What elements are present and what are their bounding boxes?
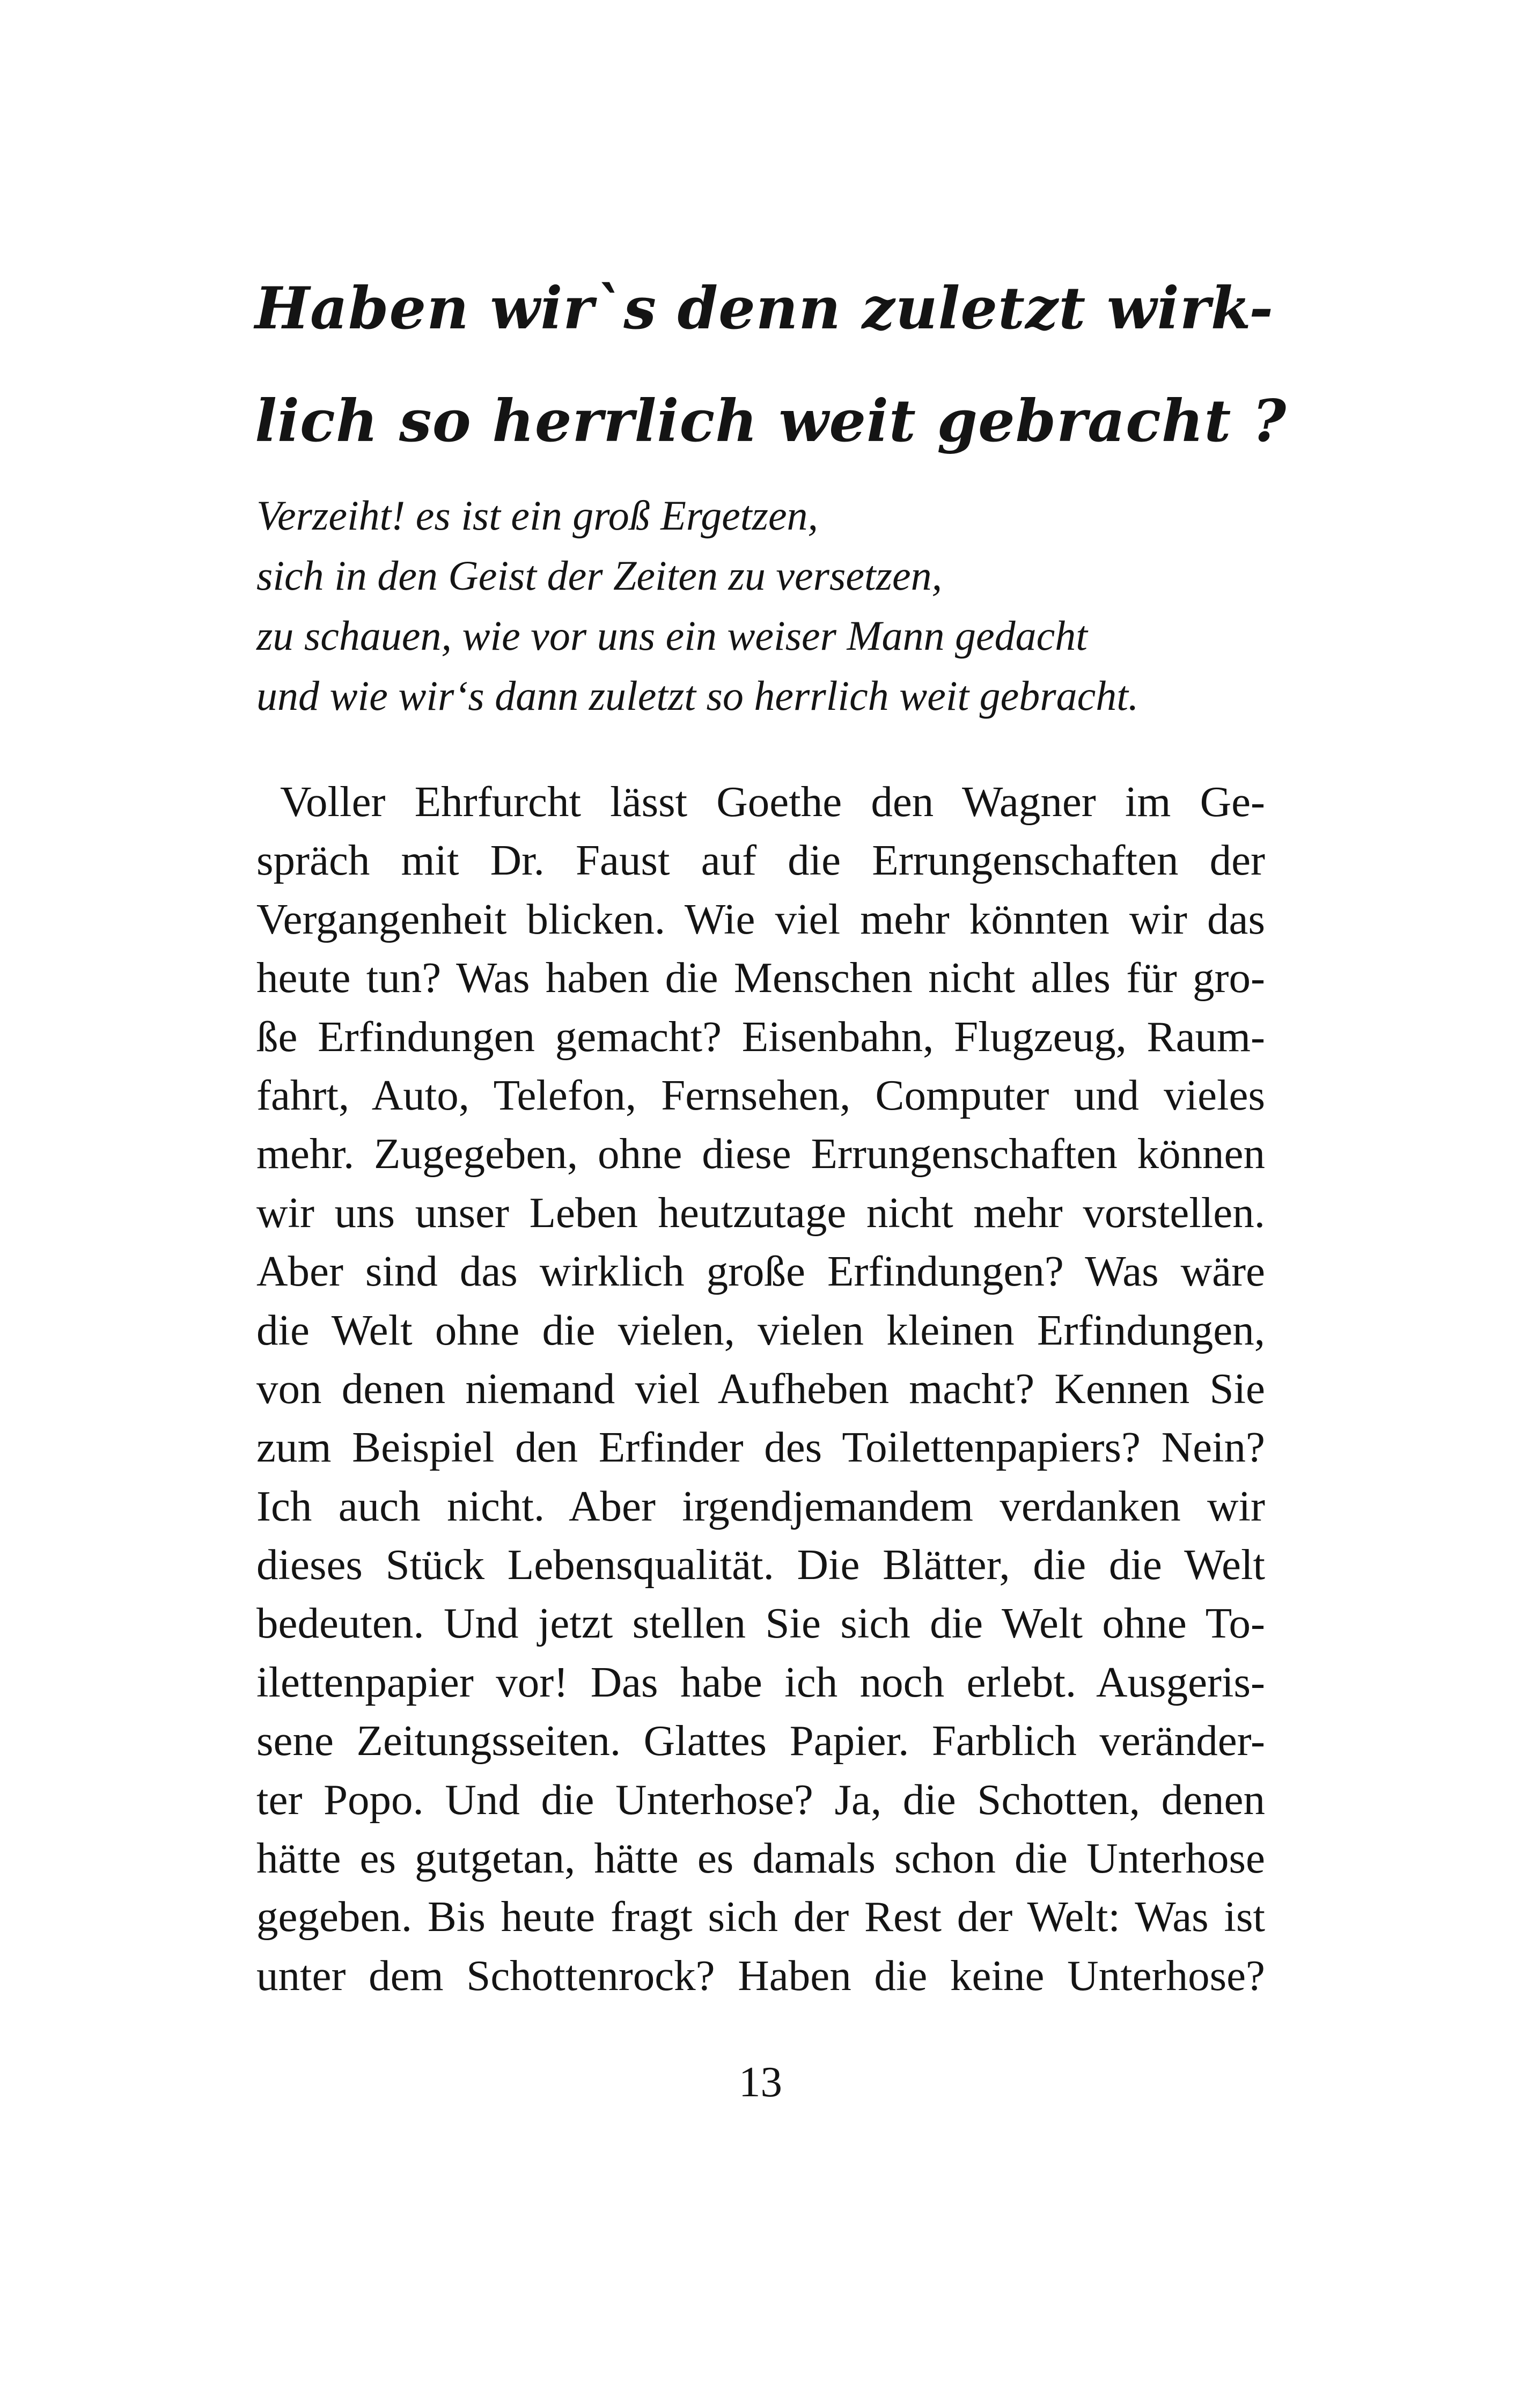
body-paragraph	[256, 773, 1265, 2005]
body-line: Ich auch nicht. Aber irgendjemandem verdanken wir	[256, 1481, 1265, 1530]
body-line: ße Erfindungen gemacht? Eisenbahn, Flugzeug, Raum-	[256, 1012, 1265, 1061]
body-line: die Welt ohne die vielen, vielen kleinen Erfindungen,	[256, 1305, 1265, 1354]
body-line: spräch mit Dr. Faust auf die Errungenschaften der	[256, 836, 1265, 885]
verse-line: Verzeiht! es ist ein groß Ergetzen,	[256, 492, 819, 539]
chapter-heading	[255, 252, 1287, 478]
body-line: bedeuten. Und jetzt stellen Sie sich die Welt ohne To-	[256, 1599, 1265, 1648]
body-line: sene Zeitungsseiten. Glattes Papier. Farblich veränder-	[256, 1716, 1265, 1765]
body-line: hätte es gutgetan, hätte es damals schon die Unterhose	[256, 1834, 1265, 1883]
body-line: dieses Stück Lebensqualität. Die Blätter, die die Welt	[256, 1540, 1265, 1589]
verse-line: zu schauen, wie vor uns ein weiser Mann gedacht	[256, 612, 1088, 659]
body-line: wir uns unser Leben heutzutage nicht mehr vorstellen.	[256, 1188, 1265, 1237]
body-line: fahrt, Auto, Telefon, Fernsehen, Computer und vieles	[256, 1070, 1265, 1119]
body-line: zum Beispiel den Erfinder des Toilettenpapiers? Nein?	[256, 1423, 1265, 1472]
body-line: Voller Ehrfurcht lässt Goethe den Wagner im Ge-	[280, 777, 1265, 826]
body-line: ilettenpapier vor! Das habe ich noch erlebt. Ausgeris-	[256, 1657, 1265, 1706]
verse-line: sich in den Geist der Zeiten zu versetzen,	[256, 552, 943, 599]
body-line: von denen niemand viel Aufheben macht? Kennen Sie	[256, 1364, 1265, 1413]
verse-line: und wie wir‘s dann zuletzt so herrlich weit gebracht.	[256, 672, 1139, 719]
body-line: gegeben. Bis heute fragt sich der Rest der Welt: Was ist	[256, 1892, 1265, 1941]
body-line: ter Popo. Und die Unterhose? Ja, die Schotten, denen	[256, 1775, 1265, 1824]
body-line: unter dem Schottenrock? Haben die keine Unterhose?	[256, 1951, 1265, 2000]
body-line: Aber sind das wirklich große Erfindungen? Was wäre	[256, 1247, 1265, 1296]
body-line: mehr. Zugegeben, ohne diese Errungenschaften können	[256, 1129, 1265, 1178]
heading-line: Haben wir`s denn zuletzt wirk-	[255, 275, 1274, 342]
heading-line: lich so herrlich weit gebracht ?	[255, 387, 1287, 455]
body-line: Vergangenheit blicken. Wie viel mehr könnten wir das	[256, 894, 1265, 943]
body-line: heute tun? Was haben die Menschen nicht alles für gro-	[256, 953, 1265, 1002]
epigraph-verse	[256, 486, 1276, 726]
page-number: 13	[739, 2058, 782, 2106]
